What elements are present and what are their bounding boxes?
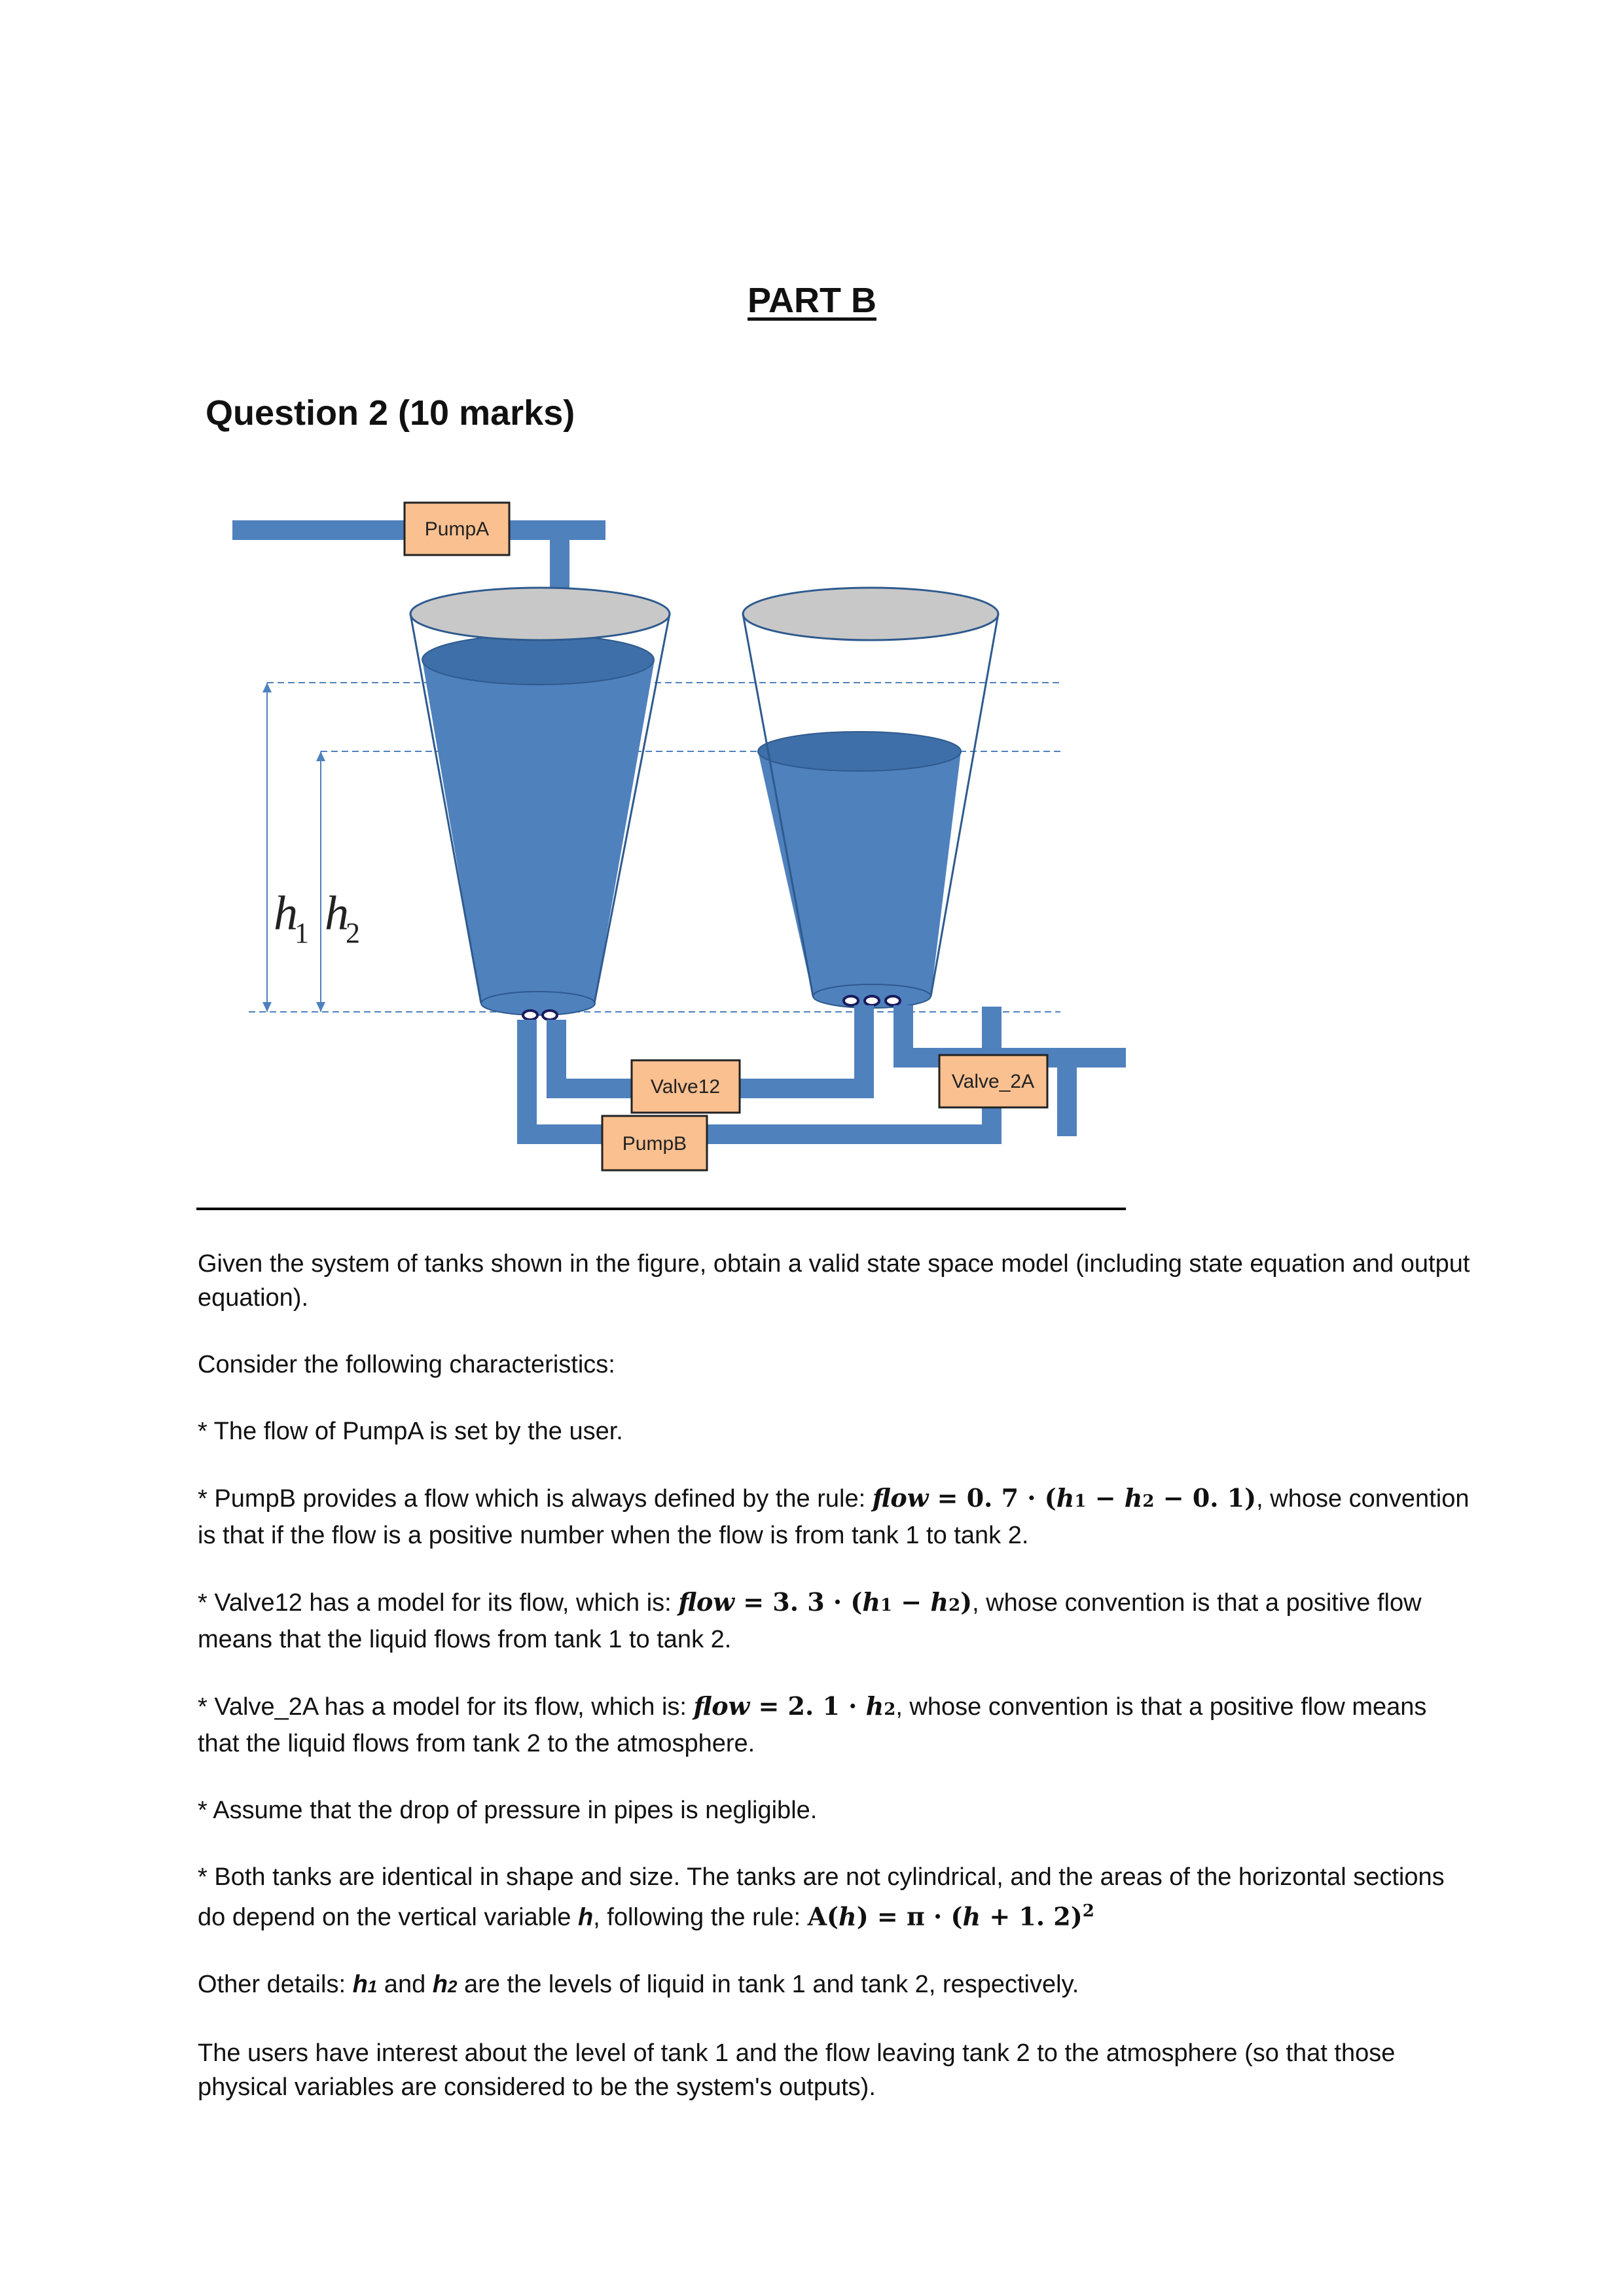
h2-var: h — [325, 887, 349, 941]
b6-tail: + 1. 2) — [981, 1901, 1083, 1931]
h1-var: h — [274, 887, 298, 941]
b3-post: , whose convention is that a positive flow means that the liquid flows from tank 1 to tank 2. — [198, 1589, 1422, 1653]
b3-eq: = 3. 3 · ( — [734, 1587, 863, 1617]
valve12-label: Valve12 — [650, 1076, 721, 1098]
pump-a-label: PumpA — [424, 518, 490, 540]
b3-minus: − — [892, 1587, 931, 1617]
b6-pre: * Both tanks are identical in shape and size. The tanks are not cylindrical, and the areas of the horizontal sections do depend on the vertical variable — [198, 1863, 1445, 1931]
question-title: Question 2 (10 marks) — [206, 393, 575, 433]
b2-h2: h — [1124, 1483, 1143, 1513]
b2-s2: 2 — [1142, 1492, 1155, 1511]
b3-pre: * Valve12 has a model for its flow, which is: — [198, 1589, 679, 1617]
other-h1: h — [352, 1970, 368, 1998]
b6-h2: h — [839, 1901, 857, 1931]
intro-paragraph: Given the system of tanks shown in the figure, obtain a valid state space model (including state equation and output equation). — [198, 1250, 1470, 1312]
valve2a-box — [939, 1055, 1047, 1107]
b6-eq: ) = π · ( — [856, 1901, 963, 1931]
section-divider — [196, 1208, 1126, 1210]
b4-eq: = 2. 1 · — [749, 1691, 866, 1721]
b2-h1: h — [1056, 1483, 1075, 1513]
h2-sub: 2 — [346, 917, 360, 949]
b3-h2: h — [930, 1587, 948, 1617]
valve2a-label: Valve_2A — [951, 1071, 1035, 1092]
consider-paragraph: Consider the following characteristics: — [198, 1351, 615, 1378]
pump-b-label: PumpB — [622, 1133, 687, 1155]
b2-minus: − — [1086, 1483, 1125, 1513]
other-post: are the levels of liquid in tank 1 and tank 2, respectively. — [457, 1970, 1079, 1998]
b2-post: , whose convention is that if the flow is a positive number when the flow is from tank 1 to tank 2. — [198, 1485, 1470, 1549]
tank-system-diagram — [196, 484, 1126, 1191]
other-and: and — [377, 1970, 433, 1998]
b6-h3: h — [962, 1901, 981, 1931]
b2-s1: 1 — [1074, 1492, 1087, 1511]
tank-2 — [743, 588, 998, 1008]
pump-a-box — [405, 503, 509, 555]
tank-1 — [410, 588, 670, 1020]
other-details — [198, 1967, 1474, 2003]
b2-flow: flow — [872, 1483, 929, 1513]
bullet-pumpb — [198, 1481, 1474, 1552]
b4-s2: 2 — [884, 1700, 896, 1719]
bullet-valve12 — [198, 1585, 1474, 1657]
b4-post: , whose convention is that a positive flow means that the liquid flows from tank 2 to the atmosphere. — [198, 1693, 1427, 1757]
b6-h: h — [577, 1903, 594, 1931]
b3-flow: flow — [678, 1587, 734, 1617]
valve12-box — [632, 1060, 740, 1113]
b4-pre: * Valve_2A has a model for its flow, which is: — [198, 1693, 694, 1721]
b4-h2: h — [865, 1691, 884, 1721]
b6-mid: , following the rule: — [593, 1903, 808, 1931]
bullet-pressure: * Assume that the drop of pressure in pipes is negligible. — [198, 1797, 818, 1824]
part-title-text: PART B — [748, 281, 876, 320]
b3-h1: h — [862, 1587, 880, 1617]
pump-b-box — [602, 1116, 707, 1170]
other-s2: 2 — [448, 1976, 458, 1996]
other-pre: Other details: — [198, 1970, 353, 1998]
b2-pre: * PumpB provides a flow which is always defined by the rule: — [198, 1485, 873, 1513]
b6-a: A( — [807, 1901, 839, 1931]
other-h2: h — [432, 1970, 448, 1998]
b3-s2: 2 — [948, 1596, 961, 1615]
b3-s1: 1 — [880, 1596, 893, 1615]
bullet-tank-shape — [198, 1860, 1474, 1935]
b6-sup: 2 — [1082, 1901, 1094, 1921]
b4-flow: flow — [693, 1691, 750, 1721]
question-body — [198, 1247, 1474, 2137]
other-s1: 1 — [367, 1976, 378, 1996]
h1-sub: 1 — [295, 917, 309, 949]
bullet-valve2a — [198, 1689, 1474, 1761]
bullet-pumpa: * The flow of PumpA is set by the user. — [198, 1418, 623, 1445]
b3-close: ) — [960, 1587, 973, 1617]
part-title — [0, 280, 1624, 321]
outputs-paragraph: The users have interest about the level of tank 1 and the flow leaving tank 2 to the atmosphere (so that those physical variables are considered to be the system's outputs). — [198, 2039, 1396, 2101]
b2-tail: − 0. 1) — [1154, 1483, 1257, 1513]
b2-eq: = 0. 7 · ( — [928, 1483, 1056, 1513]
